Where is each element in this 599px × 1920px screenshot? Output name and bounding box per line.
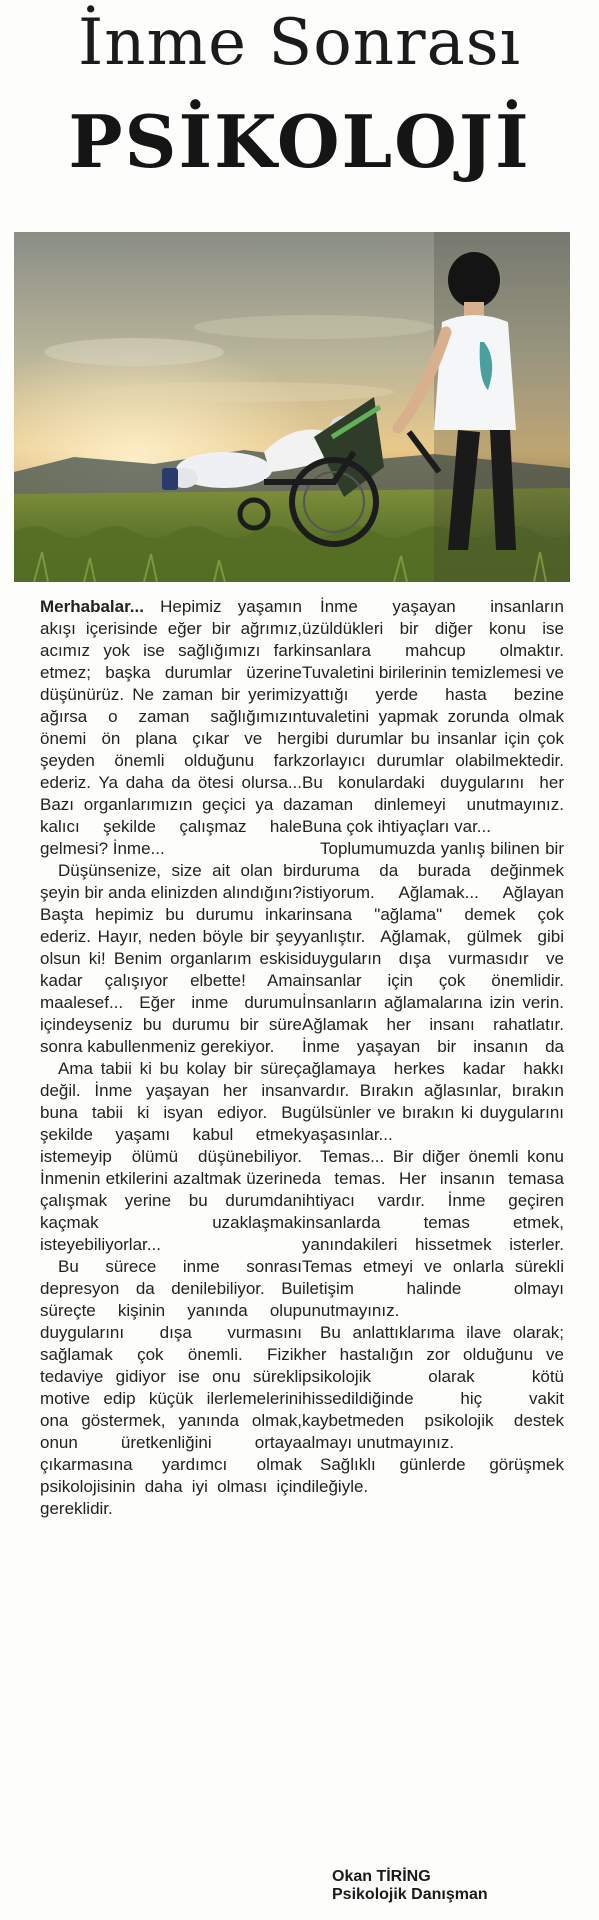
article-column-left: [40, 596, 302, 1520]
greeting-lead: Merhabalar...: [40, 597, 144, 616]
paragraph: [40, 596, 302, 860]
headline-line2: PSİKOLOJİ: [68, 99, 531, 184]
author-name: Okan TİRİNG: [332, 1868, 431, 1885]
paragraph: Bu sürece inme sonrası depresyon da denilebiliyor. Bu süreçte kişinin yanında olup duygularını dışa vurmasını sağlamak çok önemli. Fizik tedaviye gidiyor ise onu sürekli motive edip küçük ilerlemelerini ona göstermek, yanında olmak, onun üretkenliğini ortaya çıkarmasına yardımcı olmak psikolojisinin daha iyi olması için gereklidir.: [40, 1257, 302, 1518]
paragraph: Toplumumuzda yanlış bilinen bir duruma da burada değinmek istiyorum. Ağlamak... Ağlayan insana "ağlama" demek çok yanlıştır. Ağlamak, gülmek gibi duyguların dışa vurmasıdır ve insanlar için çok önemlidir. İnsanların ağlamalarına izin verin. Ağlamak her insanı rahatlatır. İnme yaşayan bir insanın da ağlamaya herkes kadar hakkı vardır. Bırakın ağlasınlar, bırakın gülsünler ve bırakın ki duygularını yaşasınlar...: [302, 839, 564, 1144]
paragraph: Bu anlattıklarıma ilave olarak; her hastalığın zor olduğunu ve psikolojik olarak kötü hissedildiğinde hiç vakit kaybetmeden psikolojik destek almayı unutmayınız.: [302, 1323, 564, 1452]
paragraph: Ama tabii ki bu kolay bir süreç değil. İnme yaşayan her insan buna tabii ki isyan ediyor. Bu şekilde yaşamı kabul etmek istemeyip ölümü düşünebiliyor. İnmenin etkilerini azaltmak üzerine çalışmak yerine bu durumdan kaçmak uzaklaşmak isteyebiliyorlar...: [40, 1059, 302, 1254]
headline-line1: İnme Sonrası: [77, 6, 522, 80]
author-signature: [332, 1868, 488, 1904]
author-role: Psikolojik Danışman: [332, 1886, 488, 1903]
paragraph-text: Hepimiz yaşamın akışı içerisinde eğer bir ağrımız, acımız yok ise sağlığımızı fark etmez; başka durumlar üzerine düşünürüz. Ne zaman bir yerimiz ağırsa o zaman sağlığımızın önemi ön plana çıkar ve her şeyden önemli olduğunu fark ederiz. Ya daha da ötesi olursa... Bazı organlarımızın geçici ya da kalıcı şekilde çalışmaz hale gelmesi? İnme...: [40, 597, 302, 858]
paragraph: Temas... Bir diğer önemli konu da temas. Her insanın temasa ihtiyacı vardır. İnme geçiren insanlarda temas etmek, yanındakileri hissetmek isterler. Temas etmeyi ve onlarla sürekli iletişim halinde olmayı unutmayınız.: [302, 1147, 564, 1320]
paragraph: Sağlıklı günlerde görüşmek dileğiyle.: [302, 1455, 564, 1496]
paragraph: Düşünsenize, size ait olan bir şeyin bir anda elinizden alındığını? Başta hepimiz bu durumu inkar ederiz. Hayır, neden böyle bir şey olsun ki! Benim organlarım eskisi kadar çalışıyor elbette! Ama maalesef... Eğer inme durumu içindeyseniz bu durumu bir süre sonra kabullenmeniz gerekiyor.: [40, 861, 302, 1056]
paragraph: İnme yaşayan insanların üzüldükleri bir diğer konu ise insanlara mahcup olmaktır. Tuvaletini birilerinin temizlemesi ve yattığı yerde hasta bezine tuvaletini yapmak zorunda olmak gibi durumlar bu insanlar için çok zorlayıcı durumlar olabilmektedir. Bu konulardaki duygularını her zaman dinlemeyi unutmayınız. Buna çok ihtiyaçları var...: [302, 597, 565, 836]
article-photo: [14, 232, 570, 582]
article-column-right: [302, 596, 564, 1498]
